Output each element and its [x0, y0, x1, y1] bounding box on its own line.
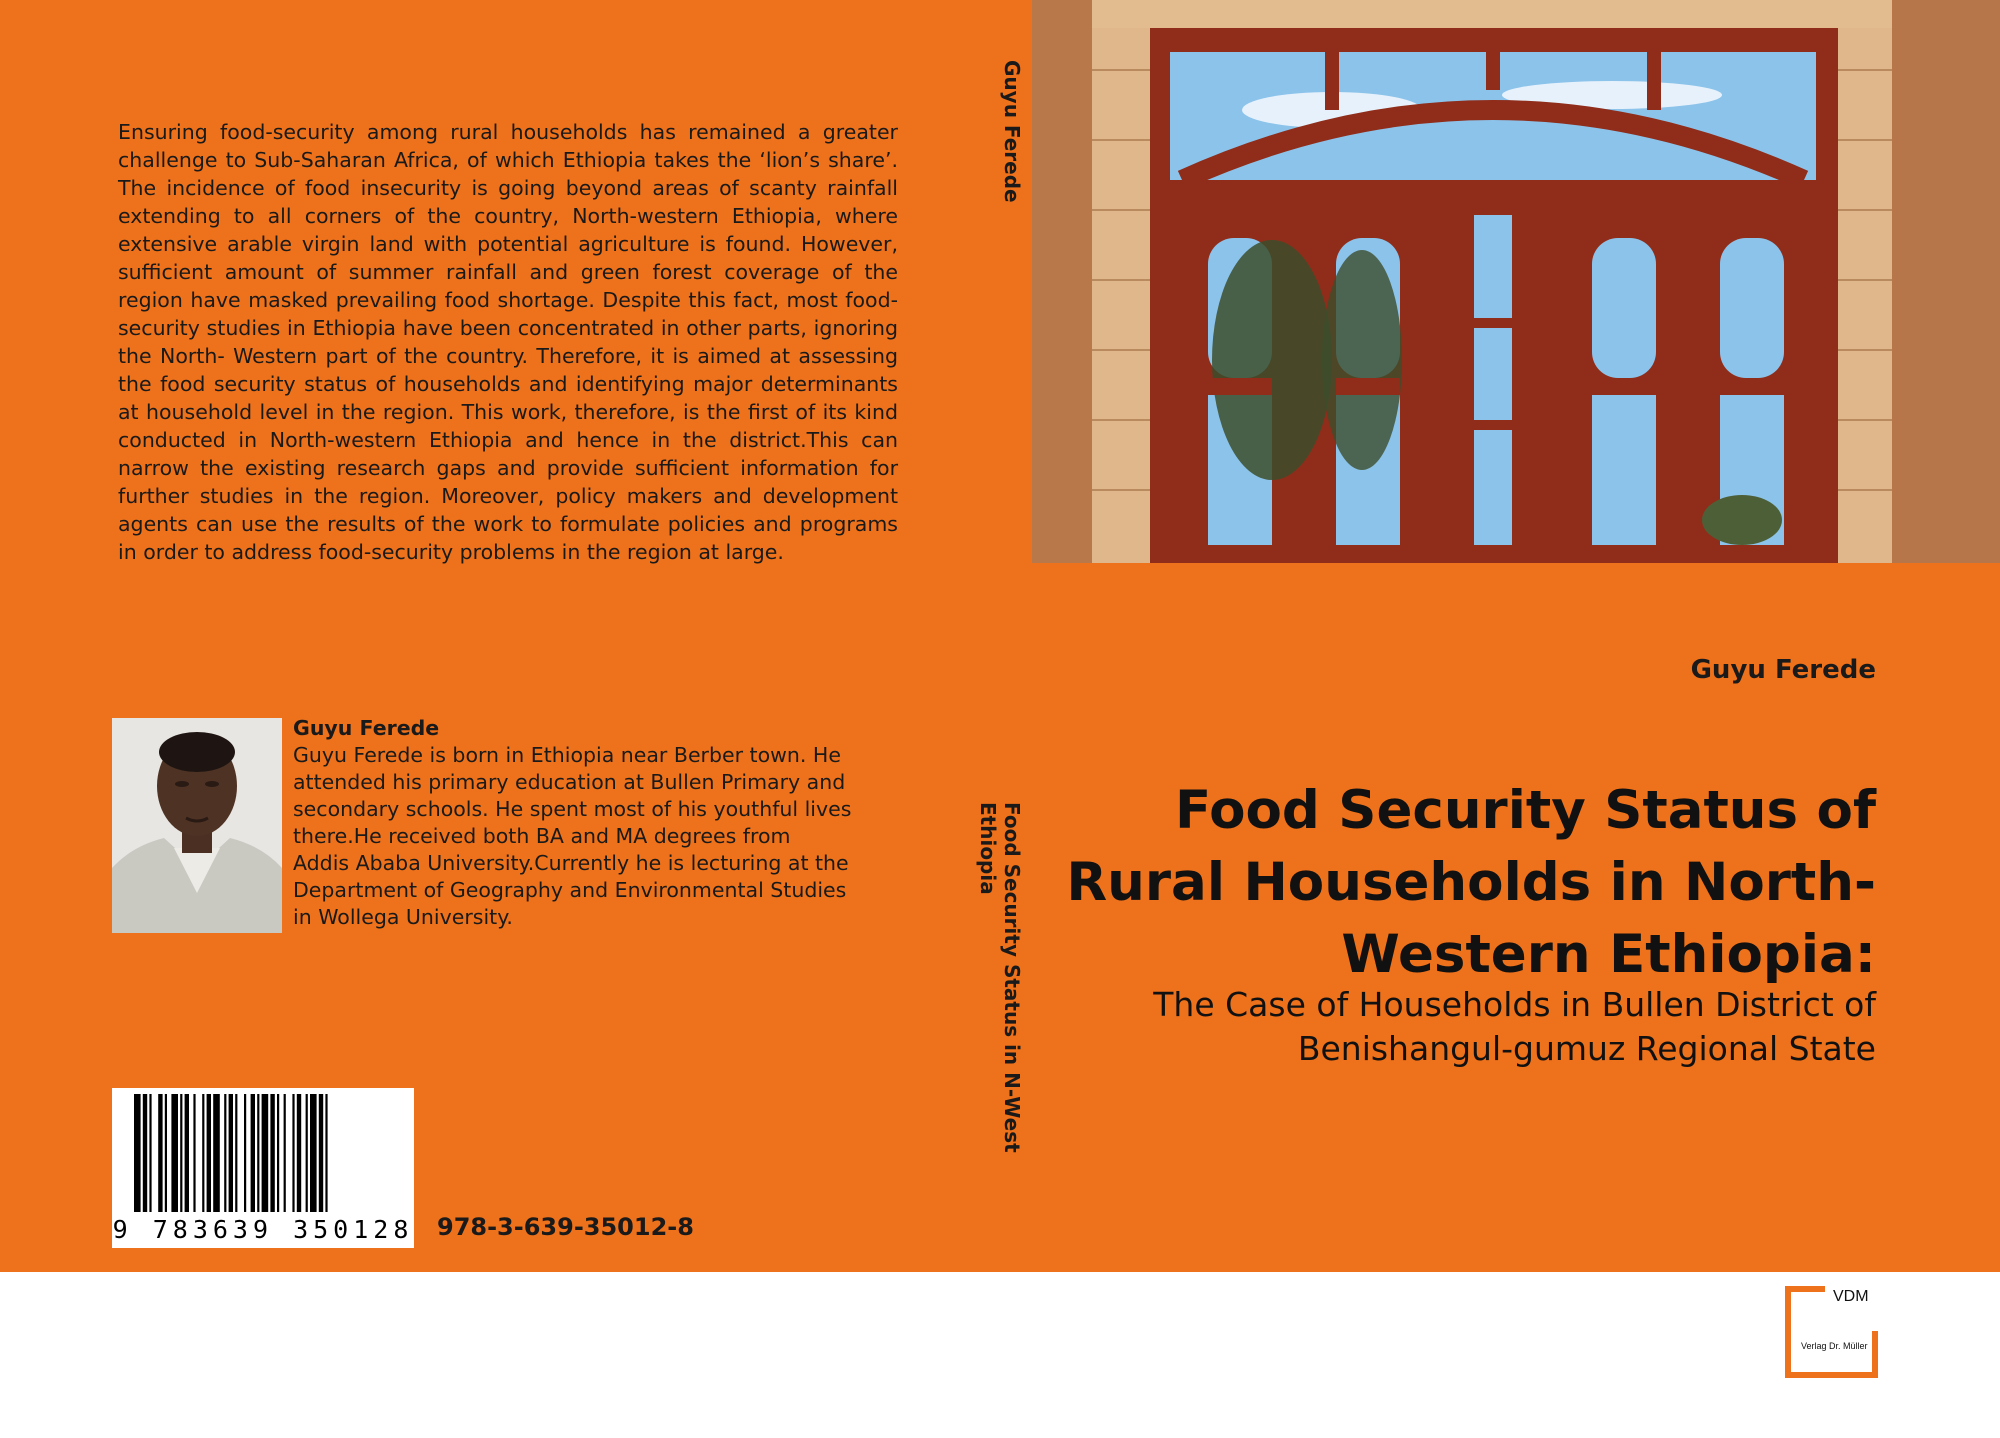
logo-verlag-text: Verlag Dr. Müller [1801, 1341, 1868, 1351]
vdm-logo [1785, 1286, 1878, 1378]
author-bio-text: Guyu Ferede is born in Ethiopia near Berber town. He attended his primary education at Bullen Primary and secondary schools. He spent most of his youthful lives there.He received both BA and MA degrees from Addis Ababa University.Currently he is lecturing at the Department of Geography and Environmental Studies in Wollega University. [293, 743, 852, 929]
spine-author: Guyu Ferede [1000, 60, 1024, 203]
front-title: Food Security Status of Rural Households in North-Western Ethiopia: [1066, 780, 1876, 985]
author-photo [112, 718, 282, 933]
spine-title: Food Security Status in N-West Ethiopia [976, 802, 1024, 1153]
front-author: Guyu Ferede [1690, 655, 1876, 685]
isbn-number: 978-3-639-35012-8 [437, 1213, 694, 1241]
barcode-bars [112, 1088, 414, 1218]
barcode-digits: 9 783639 350128 [112, 1215, 414, 1244]
author-bio-name: Guyu Ferede [293, 716, 440, 740]
back-cover-blurb: Ensuring food-security among rural households has remained a greater challenge to Sub-Saharan Africa, of which Ethiopia takes the ‘lion’s share’. The incidence of food insecurity is going beyond areas of scanty rainfall extending to all corners of the country, North-western Ethiopia, where extensive arable virgin land with potential agriculture is found. However, sufficient amount of summer rainfall and green forest coverage of the region have masked prevailing food shortage. Despite this fact, most food-security studies in Ethiopia have been concentrated in other parts, ignoring the North- Western part of the country. Therefore, it is aimed at assessing the food security status of households and identifying major determinants at household level in the region. This work, therefore, is the first of its kind conducted in North-western Ethiopia and hence in the district.This can narrow the existing research gaps and provide sufficient information for further studies in the region. Moreover, policy makers and development agents can use the results of the work to formulate policies and programs in order to address food-security problems in the region at large. [118, 120, 898, 564]
author-bio-block [293, 715, 853, 931]
cover-window-photo [1032, 0, 2000, 563]
isbn-barcode [112, 1088, 414, 1248]
front-subtitle: The Case of Households in Bullen District of Benishangul-gumuz Regional State [1153, 985, 1876, 1068]
bottom-white-strip [0, 1272, 2000, 1438]
logo-vdm-text: VDM [1833, 1288, 1869, 1305]
